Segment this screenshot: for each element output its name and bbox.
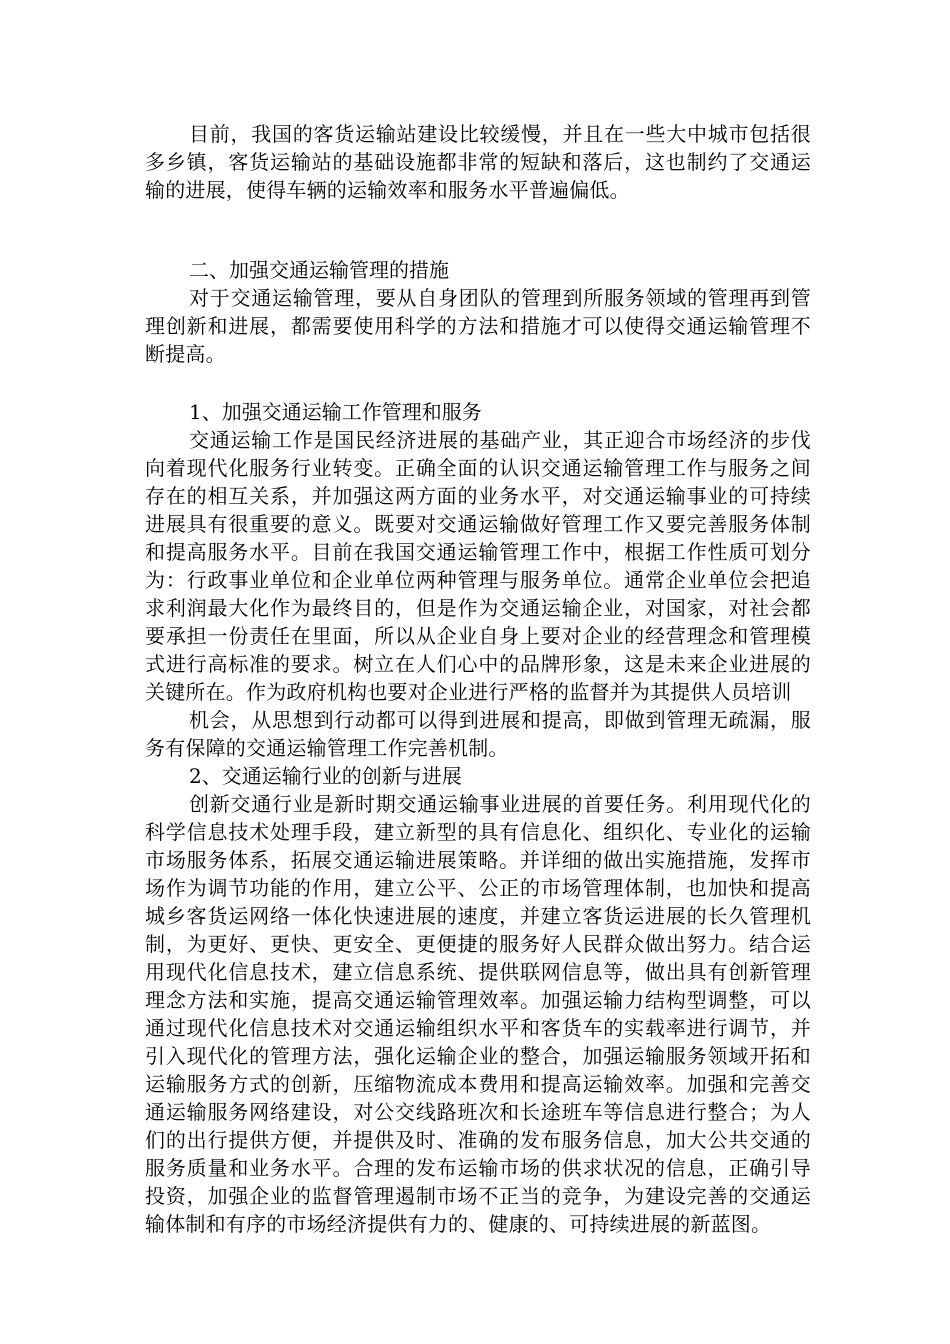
subsection-heading-innovation: 2、交通运输行业的创新与进展 xyxy=(189,764,462,788)
paragraph-intro: 目前，我国的客货运输站建设比较缓慢，并且在一些大中城市包括很多乡镇，客货运输站的基础设施都非常的短缺和落后，这也制约了交通运输的进展，使得车辆的运输效率和服务水平普遍偏低。 xyxy=(145,122,811,202)
paragraph-measures: 对于交通运输管理，要从自身团队的管理到所服务领域的管理再到管理创新和进展，都需要使用科学的方法和措施才可以使得交通运输管理不断提高。 xyxy=(145,286,811,366)
paragraph-innovation: 创新交通行业是新时期交通运输事业进展的首要任务。利用现代化的科学信息技术处理手段，建立新型的具有信息化、组织化、专业化的运输市场服务体系，拓展交通运输进展策略。并详细的做出实施措施，发挥市场作为调节功能的作用，建立公平、公正的市场管理体制，也加快和提高城乡客货运网络一体化快速进展的速度，并建立客货运进展的长久管理机制，为更好、更快、更安全、更便捷的服务好人民群众做出努力。结合运用现代化信息技术，建立信息系统、提供联网信息等，做出具有创新管理理念方法和实施，提高交通运输管理效率。加强运输力结构型调整，可以通过现代化信息技术对交通运输组织水平和客货车的实载率进行调节，并引入现代化的管理方法，强化运输企业的整合，加强运输服务领域开拓和运输服务方式的创新，压缩物流成本费用和提高运输效率。加强和完善交通运输服务网络建设，对公交线路班次和长途班车等信息进行整合；为人们的出行提供方便，并提供及时、准确的发布服务信息，加大公共交通的服务质量和业务水平。合理的发布运输市场的供求状况的信息，正确引导投资，加强企业的监督管理遏制市场不正当的竞争，为建设完善的交通运输体制和有序的市场经济提供有力的、健康的、可持续进展的新蓝图。 xyxy=(145,792,811,1236)
paragraph-management: 交通运输工作是国民经济进展的基础产业，其正迎合市场经济的步伐向着现代化服务行业转变。正确全面的认识交通运输管理工作与服务之间存在的相互关系，并加强这两方面的业务水平，对交通运输事业的可持续进展具有很重要的意义。既要对交通运输做好管理工作又要完善服务体制和提高服务水平。目前在我国交通运输管理工作中，根据工作性质可划分为：行政事业单位和企业单位两种管理与服务单位。通常企业单位会把追求利润最大化作为最终目的，但是作为交通运输企业，对国家，对社会都要承担一份责任在里面，所以从企业自身上要对企业的经营理念和管理模式进行高标准的要求。树立在人们心中的品牌形象，这是未来企业进展的关键所在。作为政府机构也要对企业进行严格的监督并为其提供人员培训 xyxy=(145,428,811,704)
spacer xyxy=(145,368,811,398)
spacer xyxy=(145,204,811,256)
paragraph-management-continued: 机会，从思想到行动都可以得到进展和提高，即做到管理无疏漏，服务有保障的交通运输管理工作完善机制。 xyxy=(145,708,811,760)
subsection-heading-management: 1、加强交通运输工作管理和服务 xyxy=(189,400,482,424)
document-page xyxy=(145,120,811,1238)
section-heading-measures: 二、加强交通运输管理的措施 xyxy=(189,258,449,282)
